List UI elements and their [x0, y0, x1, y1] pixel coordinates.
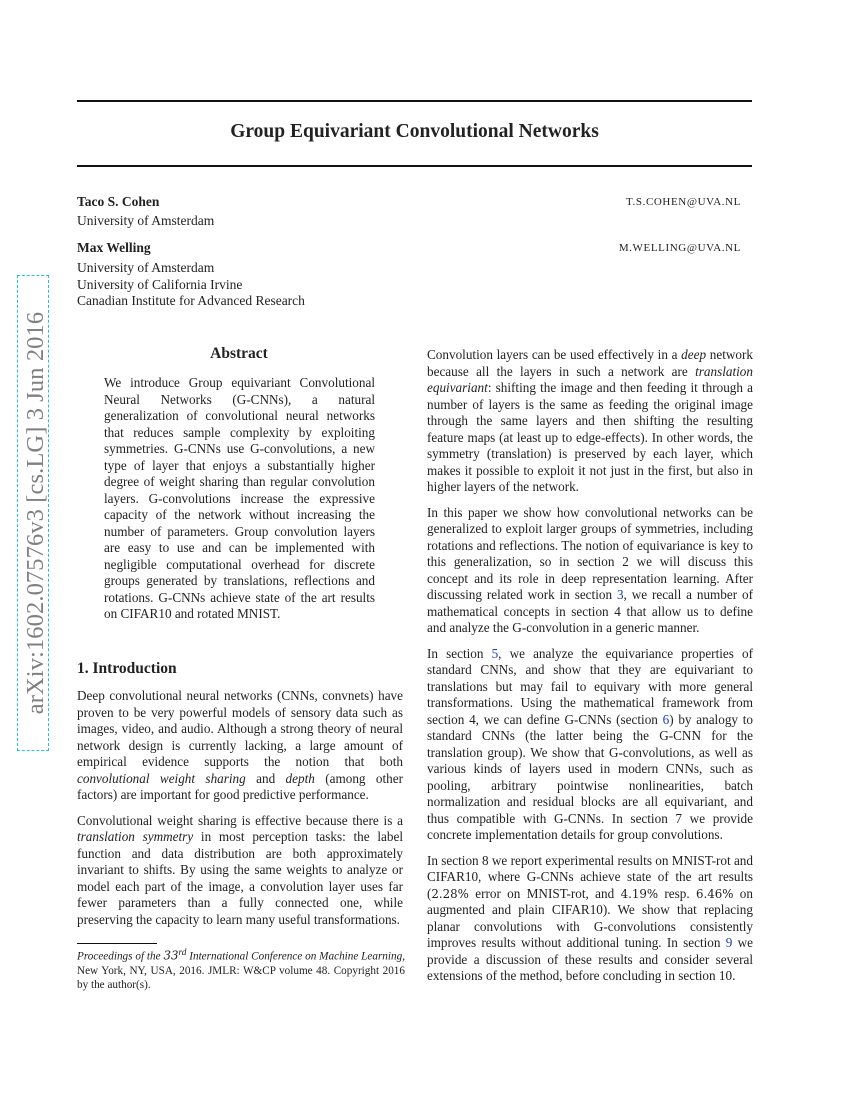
author-affiliations	[77, 213, 214, 230]
intro-paragraph: Deep convolutional neural networks (CNNs, convnets) have proven to be very powerful models of sensory data such as images, video, and audio. Although a strong theory of neural network design is currently lacking, a large amount of empirical evidence supports the notion that both convolutional weight sharing and depth (among other factors) are important for good predictive performance.	[77, 688, 403, 802]
body-paragraph: In this paper we show how convolutional networks can be generalized to exploit larger groups of symmetries, including rotations and reflections. The notion of equivariance is key to this generalization, so in section 2 we will discuss this concept and its role in deep representation learning. After discussing related work in section 3, we recall a number of mathematical concepts in section 4 that allow us to define and analyze the G-convolution in a generic manner.	[427, 504, 753, 635]
affiliation: University of California Irvine	[77, 276, 243, 292]
title-bottom-rule	[77, 165, 752, 167]
paper-title: Group Equivariant Convolutional Networks	[230, 121, 599, 142]
author-name: Max Welling	[77, 240, 151, 255]
affiliation: University of Amsterdam	[77, 260, 215, 275]
section-reference-link[interactable]: 9	[725, 935, 733, 950]
section-heading-introduction: 1. Introduction	[77, 660, 177, 677]
footnote-rule	[77, 943, 157, 944]
author-email[interactable]: T.S.COHEN@UVA.NL	[626, 196, 741, 208]
left-column	[77, 688, 403, 937]
section-reference-link[interactable]: 5	[491, 645, 499, 661]
author-name: Taco S. Cohen	[77, 194, 160, 209]
author-affiliations	[77, 260, 305, 310]
right-column	[427, 347, 753, 994]
affiliation: University of Amsterdam	[77, 213, 215, 228]
section-reference-link[interactable]: 3	[616, 587, 624, 602]
arxiv-identifier[interactable]: arXiv:1602.07576v3 [cs.LG] 3 Jun 2016	[22, 311, 49, 715]
abstract-heading: Abstract	[210, 345, 268, 362]
affiliation: Canadian Institute for Advanced Research	[77, 293, 305, 308]
body-paragraph: Convolution layers can be used effectively in a deep network because all the layers in such a network are translation equivariant: shifting the image and then feeding it through a number of layers is the same as feeding the original image through the same layers and then shifting the resulting feature maps (at least up to edge-effects). In other words, the symmetry (translation) is preserved by each layer, which makes it possible to exploit it not just in the first, but also in higher layers of the network.	[427, 347, 753, 494]
footnote: Proceedings of the 33rd International Conference on Machine Learning, New York, NY, USA, 2016. JMLR: W&CP volume 48. Copyright 2016 by the author(s).	[77, 948, 405, 992]
body-paragraph: In section 8 we report experimental results on MNIST-rot and CIFAR10, where G-CNNs achieve state of the art results (2.28% error on MNIST-rot, and 4.19% resp. 6.46% on augmented and plain CIFAR10). We show that replacing planar convolutions with G-convolutions consistently improves results without additional tuning. In section 9 we provide a discussion of these results and consider several extensions of the method, before concluding in section 10.	[427, 852, 753, 983]
abstract-text: We introduce Group equivariant Convolutional Neural Networks (G-CNNs), a natural generalization of convolutional neural networks that reduces sample complexity by exploiting symmetries. G-CNNs use G-convolutions, a new type of layer that enjoys a substantially higher degree of weight sharing than regular convolution layers. G-convolutions increase the expressive capacity of the network without increasing the number of parameters. Group convolution layers are easy to use and can be implemented with negligible computational overhead for discrete groups generated by translations, reflections and rotations. G-CNNs achieve state of the art results on CIFAR10 and rotated MNIST.	[104, 375, 375, 621]
intro-paragraph: Convolutional weight sharing is effective because there is a translation symmetry in most perception tasks: the label function and data distribution are both approximately invariant to shifts. By using the same weights to analyze or model each part of the image, a convolution layer uses far fewer parameters than a fully connected one, while preserving the capacity to learn many useful transformations.	[77, 812, 403, 927]
author-email[interactable]: M.WELLING@UVA.NL	[618, 242, 741, 254]
body-paragraph: In section 5, we analyze the equivariance properties of standard CNNs, and show that they are equivariant to translations but may fail to equivary with more general transformations. Using the mathematical framework from section 4, we can define G-CNNs (section 6) by analogy to standard CNNs (the latter being the G-CNN for the translation group). We show that G-convolutions, as well as various kinds of layers used in modern CNNs, such as pooling, arbitrary pointwise nonlinearities, batch normalization and residual blocks are all equivariant, and thus compatible with G-CNNs. In section 7 we provide concrete implementation details for group convolutions.	[427, 645, 753, 842]
section-reference-link[interactable]: 6	[662, 711, 670, 727]
title-top-rule	[77, 100, 752, 102]
